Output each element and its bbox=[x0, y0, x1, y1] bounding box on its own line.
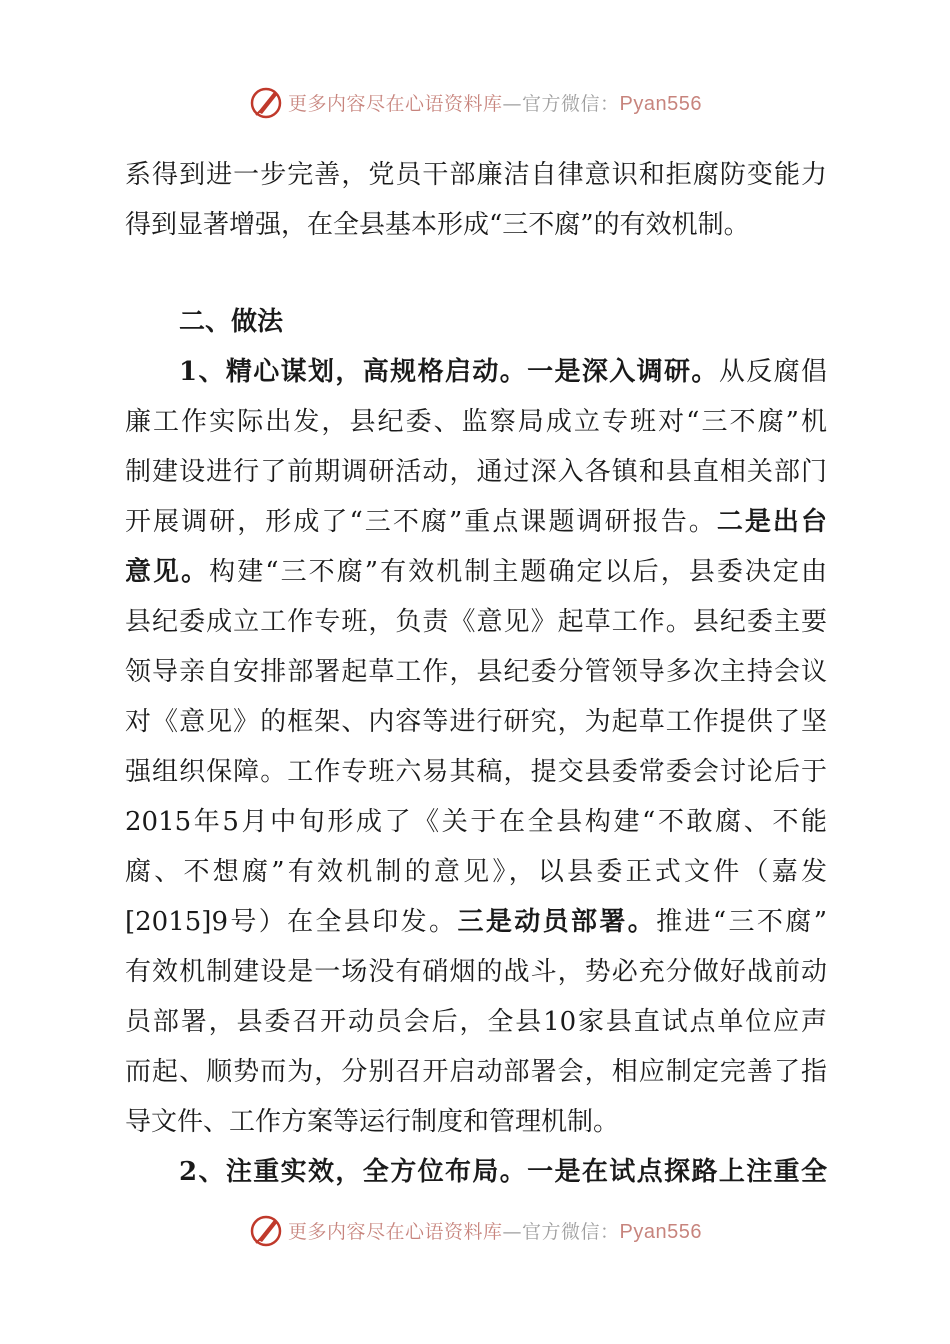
text-line: 腐、不想腐”有效机制的意见》，以县委正式文件（嘉发 bbox=[125, 857, 827, 887]
text-line bbox=[125, 1147, 827, 1197]
bold-subtitle: 二是出台 bbox=[716, 507, 827, 537]
text-line: 有效机制建设是一场没有硝烟的战斗，势必充分做好战前动 bbox=[125, 957, 827, 987]
watermark-main-text: 更多内容尽在心语资料库 bbox=[288, 1220, 503, 1243]
text-line: 廉工作实际出发，县纪委、监察局成立专班对“三不腐”机 bbox=[125, 407, 827, 437]
heading-text: 二、做法 bbox=[179, 307, 284, 337]
line-text: 开展调研，形成了“三不腐”重点课题调研报告。 bbox=[125, 507, 717, 537]
text-line: 2015年5月中旬形成了《关于在全县构建“不敢腐、不能 bbox=[125, 807, 827, 837]
section-heading bbox=[125, 297, 827, 347]
line-text: 从反腐倡 bbox=[718, 357, 827, 387]
text-line: 系得到进一步完善，党员干部廉洁自律意识和拒腐防变能力 bbox=[125, 160, 827, 190]
line-text: 构建“三不腐”有效机制主题确定以后，县委决定由 bbox=[209, 557, 827, 587]
watermark-sub-text: —官方微信： bbox=[502, 1220, 620, 1243]
footer-watermark bbox=[0, 1210, 950, 1250]
text-line: 而起、顺势而为，分别召开启动部署会，相应制定完善了指 bbox=[125, 1057, 827, 1087]
bold-subtitle: 三是动员部署。 bbox=[457, 907, 657, 937]
text-line bbox=[125, 347, 827, 397]
quill-logo-icon bbox=[248, 84, 284, 120]
text-line: 导文件、工作方案等运行制度和管理机制。 bbox=[125, 1107, 620, 1137]
watermark-id: Pyan556 bbox=[619, 92, 702, 115]
watermark-id: Pyan556 bbox=[619, 1220, 702, 1243]
text-line: 员部署，县委召开动员会后，全县10家县直试点单位应声 bbox=[125, 1007, 827, 1037]
document-body bbox=[125, 150, 827, 1197]
bold-subtitle: 意见。 bbox=[125, 557, 210, 587]
text-line bbox=[125, 547, 827, 597]
text-line: 制建设进行了前期调研活动，通过深入各镇和县直相关部门 bbox=[125, 457, 827, 487]
bold-title: 2、注重实效，全方位布局。一是在试点探路上注重全 bbox=[179, 1157, 827, 1187]
text-line bbox=[125, 897, 827, 947]
watermark-sub-text: —官方微信： bbox=[502, 92, 620, 115]
line-text: 推进“三不腐” bbox=[656, 907, 827, 937]
text-line: 强组织保障。工作专班六易其稿，提交县委常委会讨论后于 bbox=[125, 757, 827, 787]
text-line: 县纪委成立工作专班，负责《意见》起草工作。县纪委主要 bbox=[125, 607, 827, 637]
header-watermark bbox=[0, 82, 950, 122]
text-line: 领导亲自安排部署起草工作，县纪委分管领导多次主持会议 bbox=[125, 657, 827, 687]
text-line: 得到显著增强，在全县基本形成“三不腐”的有效机制。 bbox=[125, 210, 750, 240]
text-line bbox=[125, 497, 827, 547]
quill-logo-icon bbox=[248, 1212, 284, 1248]
text-line: 对《意见》的框架、内容等进行研究，为起草工作提供了坚 bbox=[125, 707, 827, 737]
watermark-main-text: 更多内容尽在心语资料库 bbox=[288, 92, 503, 115]
line-text: [2015]9号）在全县印发。 bbox=[125, 907, 458, 937]
bold-title: 1、精心谋划，高规格启动。 bbox=[179, 357, 528, 387]
bold-subtitle: 一是深入调研。 bbox=[527, 357, 719, 387]
